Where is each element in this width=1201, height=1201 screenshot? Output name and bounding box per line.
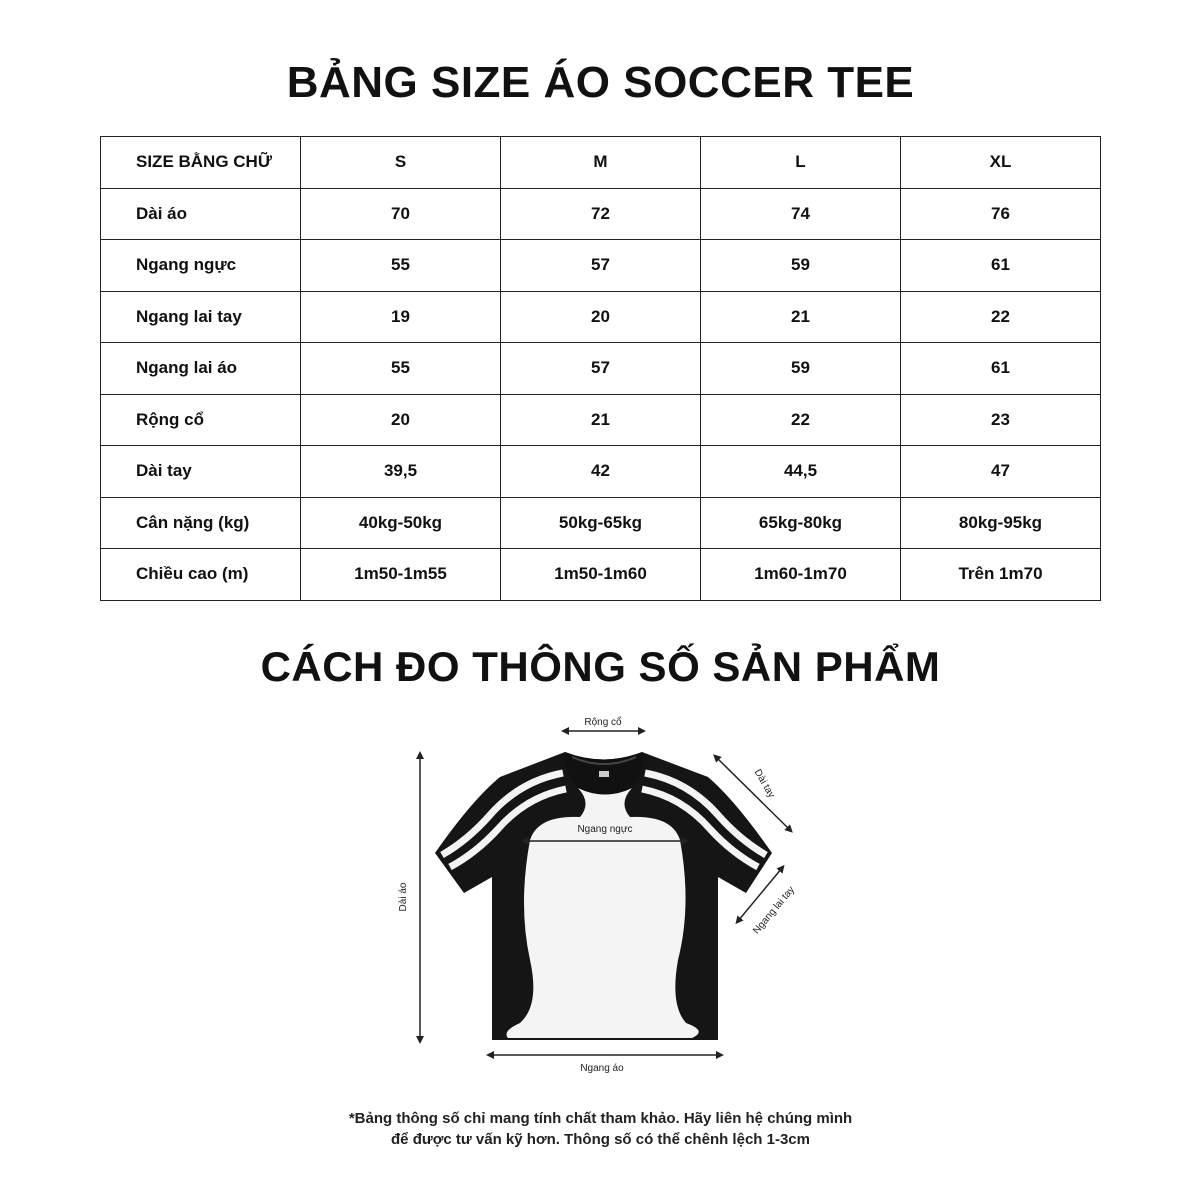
size-value-cell: 65kg-80kg [701, 497, 901, 549]
table-row [101, 188, 1101, 240]
size-value-cell: S [301, 137, 501, 189]
row-label-cell: Dài tay [101, 446, 301, 498]
size-value-cell: 55 [301, 343, 501, 395]
size-value-cell: 40kg-50kg [301, 497, 501, 549]
label-hem-width: Ngang áo [580, 1063, 624, 1074]
size-value-cell: 1m60-1m70 [701, 549, 901, 601]
row-label-cell: Rộng cổ [101, 394, 301, 446]
tshirt-measurement-diagram [380, 705, 820, 1075]
size-value-cell: 61 [901, 343, 1101, 395]
label-sleeve-length: Dài tay [751, 767, 777, 800]
size-value-cell: 21 [501, 394, 701, 446]
size-value-cell: Trên 1m70 [901, 549, 1101, 601]
row-label-cell: Ngang lai tay [101, 291, 301, 343]
size-value-cell: 44,5 [701, 446, 901, 498]
size-value-cell: 59 [701, 240, 901, 292]
size-value-cell: M [501, 137, 701, 189]
label-sleeve-hem: Ngang lai tay [751, 884, 798, 937]
table-header-row [101, 137, 1101, 189]
row-label-cell: Ngang lai áo [101, 343, 301, 395]
footnote [0, 1108, 1201, 1150]
footnote-line-2: để được tư vấn kỹ hơn. Thông số có thể chênh lệch 1-3cm [391, 1131, 810, 1148]
row-label-cell: Dài áo [101, 188, 301, 240]
label-body-length: Dài áo [398, 882, 409, 912]
size-value-cell: 39,5 [301, 446, 501, 498]
table-row [101, 394, 1101, 446]
table-row [101, 343, 1101, 395]
table-row [101, 497, 1101, 549]
size-value-cell: 22 [701, 394, 901, 446]
size-value-cell: 61 [901, 240, 1101, 292]
size-value-cell: L [701, 137, 901, 189]
measurement-guide-title: CÁCH ĐO THÔNG SỐ SẢN PHẨM [260, 643, 941, 690]
size-value-cell: 20 [501, 291, 701, 343]
size-value-cell: 72 [501, 188, 701, 240]
table-row [101, 240, 1101, 292]
size-value-cell: 80kg-95kg [901, 497, 1101, 549]
size-value-cell: 1m50-1m60 [501, 549, 701, 601]
size-table [100, 136, 1101, 601]
size-value-cell: 57 [501, 343, 701, 395]
table-row [101, 549, 1101, 601]
size-value-cell: 21 [701, 291, 901, 343]
size-value-cell: 20 [301, 394, 501, 446]
label-chest-width: Ngang ngực [577, 824, 633, 835]
size-value-cell: 42 [501, 446, 701, 498]
size-value-cell: 22 [901, 291, 1101, 343]
table-row [101, 446, 1101, 498]
size-value-cell: 74 [701, 188, 901, 240]
label-neck-width: Rộng cổ [584, 717, 622, 728]
size-value-cell: 50kg-65kg [501, 497, 701, 549]
size-value-cell: 1m50-1m55 [301, 549, 501, 601]
size-value-cell: 70 [301, 188, 501, 240]
row-label-cell: Chiều cao (m) [101, 549, 301, 601]
size-value-cell: 57 [501, 240, 701, 292]
row-label-cell: Ngang ngực [101, 240, 301, 292]
table-row [101, 291, 1101, 343]
row-label-cell: Cân nặng (kg) [101, 497, 301, 549]
size-value-cell: 47 [901, 446, 1101, 498]
size-value-cell: 59 [701, 343, 901, 395]
size-value-cell: 76 [901, 188, 1101, 240]
size-value-cell: 55 [301, 240, 501, 292]
row-label-cell: SIZE BẰNG CHỮ [101, 137, 301, 189]
size-value-cell: 23 [901, 394, 1101, 446]
tshirt-illustration [435, 752, 772, 1040]
size-value-cell: 19 [301, 291, 501, 343]
size-value-cell: XL [901, 137, 1101, 189]
footnote-line-1: *Bảng thông số chỉ mang tính chất tham khảo. Hãy liên hệ chúng mình [348, 1110, 853, 1127]
size-chart-title: BẢNG SIZE ÁO SOCCER TEE [286, 58, 915, 107]
